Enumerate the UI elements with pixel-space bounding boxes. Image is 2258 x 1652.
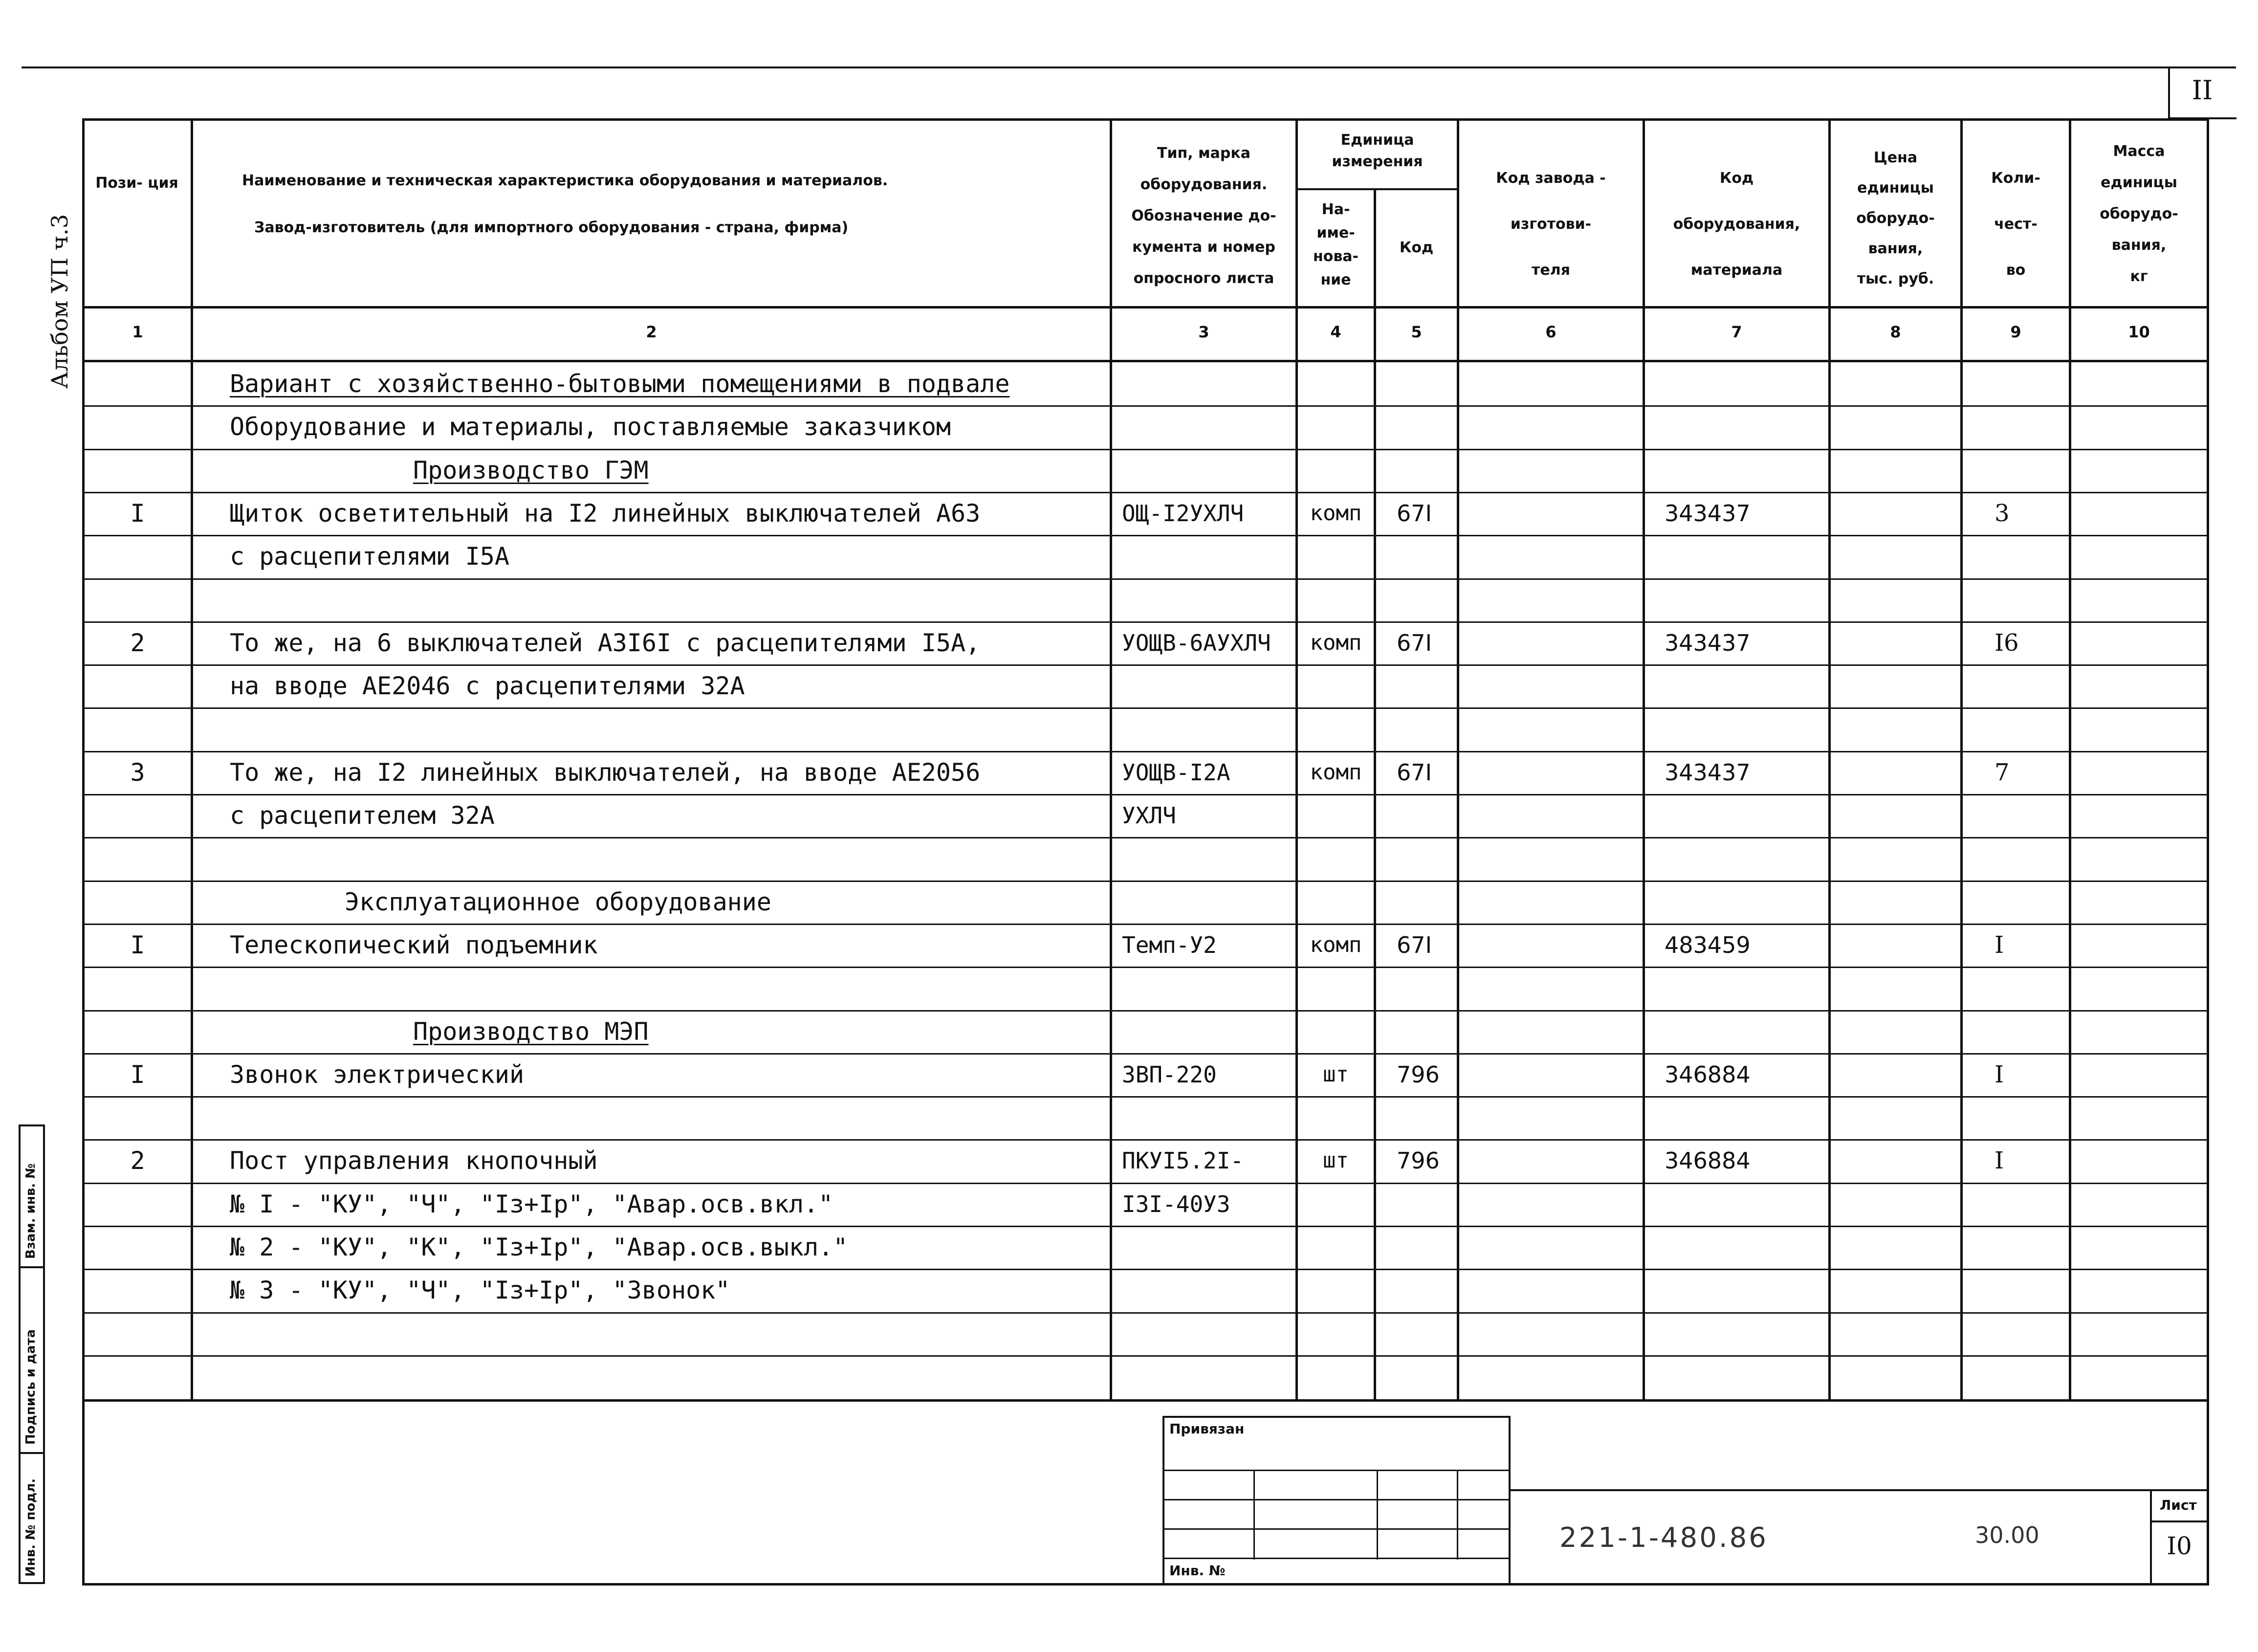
hdr-col6-line: Код завода -	[1496, 170, 1606, 187]
hdr-col10-line: оборудо-	[2100, 205, 2178, 222]
col-sep-1	[191, 118, 193, 1402]
hdr-col8-line: единицы	[1857, 179, 1934, 197]
frame-right-lower	[2207, 1399, 2209, 1585]
row-line	[85, 449, 2207, 450]
hdr-col8-line: оборудо-	[1856, 210, 1935, 227]
side-stamp-left	[19, 1124, 21, 1584]
row-type: ОЩ-I2УХЛЧ	[1122, 500, 1244, 527]
column-number: 10	[2128, 323, 2150, 341]
col-sep-5	[1457, 118, 1459, 1402]
header-col10	[2071, 136, 2207, 292]
privyazan-row1	[1162, 1470, 1511, 1471]
privyazan-label: Привязан	[1169, 1421, 1245, 1437]
row-position: 2	[130, 629, 145, 657]
corner-box-left	[2168, 68, 2170, 118]
hdr-col10-line: кг	[2130, 268, 2148, 285]
hdr-col9-line: чест-	[1994, 216, 2038, 233]
hdr-col7-line: оборудования,	[1673, 216, 1800, 233]
top-rule	[22, 66, 2236, 68]
row-quantity: 7	[1995, 759, 2010, 786]
hdr-col4-line: ние	[1320, 271, 1351, 288]
list-box-divider	[2150, 1520, 2209, 1522]
column-number: 3	[1198, 323, 1209, 341]
hdr-col10-line: единицы	[2101, 174, 2177, 191]
row-line	[85, 1269, 2207, 1270]
column-number: 7	[1731, 323, 1742, 341]
hdr-col8-line: тыс. руб.	[1857, 270, 1934, 287]
row-quantity: I	[1995, 931, 2004, 959]
row-name: Щиток осветительный на I2 линейных выключателей А63	[230, 499, 981, 528]
hdr-col7-line: Код	[1719, 170, 1754, 187]
privyazan-row4	[1162, 1558, 1511, 1559]
hdr-col6-line: теля	[1532, 262, 1570, 279]
row-type: I3I-40У3	[1122, 1191, 1230, 1217]
row-unit: комп	[1310, 501, 1362, 526]
row-position: I	[130, 931, 145, 959]
hdr-col7-line: материала	[1690, 262, 1783, 279]
row-line	[85, 881, 2207, 882]
row-name: № I - "КУ", "Ч", "Iз+Iр", "Авар.осв.вкл."	[230, 1190, 833, 1218]
row-type: УОЩВ-I2А	[1122, 759, 1230, 786]
hdr-col8-line: вания,	[1868, 240, 1923, 257]
row-name: с расцепителем 32А	[230, 801, 495, 830]
row-line	[85, 924, 2207, 925]
row-unit-code: 67I	[1397, 932, 1432, 958]
header-col9	[1963, 155, 2069, 293]
row-position: I	[130, 1060, 145, 1089]
row-unit: шт	[1323, 1148, 1349, 1173]
row-name: Оборудование и материалы, поставляемые заказчиком	[230, 413, 951, 441]
list-number: I0	[2167, 1532, 2192, 1560]
header-col4	[1298, 198, 1374, 292]
row-name: То же, на I2 линейных выключателей, на вводе АЕ2056	[230, 758, 981, 787]
header-col7	[1645, 155, 1828, 293]
hdr-col4-line: име-	[1316, 224, 1355, 242]
row-unit-code: 796	[1397, 1061, 1440, 1088]
side-inv-podl: Инв. № подл.	[23, 1478, 38, 1577]
table-top-border	[82, 118, 2209, 121]
row-quantity: I6	[1995, 629, 2019, 657]
row-unit-code: 67I	[1397, 759, 1432, 786]
sheet-corner-number: II	[2192, 75, 2213, 106]
row-equipment-code: 343437	[1665, 500, 1751, 527]
row-position: I	[130, 499, 145, 528]
header-col3	[1115, 138, 1293, 294]
row-line	[85, 1355, 2207, 1357]
hdr-col4-line: нова-	[1313, 248, 1359, 265]
row-name: № 3 - "КУ", "Ч", "Iз+Iр", "Звонок"	[230, 1276, 730, 1304]
row-unit-code: 67I	[1397, 630, 1432, 656]
row-name: Телескопический подъемник	[230, 931, 598, 959]
row-type: Темп-У2	[1122, 932, 1217, 958]
album-label: Альбом УП ч.3	[46, 214, 73, 389]
header-col1: Пози- ция	[95, 175, 178, 192]
header-col6	[1459, 155, 1643, 293]
privyazan-top	[1162, 1416, 1511, 1418]
row-quantity: 3	[1995, 500, 2010, 527]
colnum-row-bottom	[82, 360, 2209, 362]
side-stamp-top	[19, 1124, 45, 1126]
column-number: 5	[1411, 323, 1422, 341]
hdr-col9-line: Коли-	[1991, 170, 2040, 187]
row-type: УХЛЧ	[1122, 802, 1176, 829]
hdr-col8-line: Цена	[1873, 149, 1918, 166]
inv-no-label: Инв. №	[1169, 1563, 1226, 1579]
row-quantity: I	[1995, 1061, 2004, 1088]
hdr-col9-line: во	[2006, 262, 2026, 279]
column-number: 2	[646, 323, 657, 341]
row-quantity: I	[1995, 1147, 2004, 1174]
row-line	[85, 837, 2207, 838]
header-col2-line2: Завод-изготовитель (для импортного оборудования - страна, фирма)	[254, 219, 849, 236]
row-equipment-code: 346884	[1665, 1147, 1751, 1174]
header-col8	[1831, 143, 1960, 294]
row-name: Производство МЭП	[413, 1017, 649, 1046]
row-position: 2	[130, 1146, 145, 1175]
header-bottom-line	[82, 306, 2209, 308]
row-equipment-code: 346884	[1665, 1061, 1751, 1088]
row-equipment-code: 483459	[1665, 932, 1751, 958]
privyazan-row3	[1162, 1528, 1511, 1530]
table-bottom-border	[82, 1399, 2209, 1402]
row-line	[85, 492, 2207, 493]
side-stamp-sep1	[19, 1266, 45, 1268]
row-unit: шт	[1323, 1062, 1349, 1087]
row-line	[85, 1183, 2207, 1184]
row-line	[85, 794, 2207, 795]
column-number: 9	[2010, 323, 2021, 341]
column-number: 1	[132, 323, 143, 341]
row-line	[85, 1096, 2207, 1098]
row-unit-code: 796	[1397, 1147, 1440, 1174]
row-line	[85, 751, 2207, 752]
row-position: 3	[130, 758, 145, 787]
row-name: Пост управления кнопочный	[230, 1146, 598, 1175]
column-number: 6	[1545, 323, 1556, 341]
col-sep-9	[2069, 118, 2071, 1402]
row-line	[85, 1312, 2207, 1314]
row-unit: комп	[1310, 932, 1362, 957]
side-vzam-inv: Взам. инв. №	[23, 1163, 38, 1259]
row-unit-code: 67I	[1397, 500, 1432, 527]
row-line	[85, 405, 2207, 407]
row-equipment-code: 343437	[1665, 759, 1751, 786]
row-line	[85, 535, 2207, 536]
row-line	[85, 1226, 2207, 1227]
row-type: ПКУI5.2I-	[1122, 1147, 1244, 1174]
header-col5: Код	[1399, 239, 1434, 256]
row-name: Эксплуатационное оборудование	[345, 888, 771, 916]
row-line	[85, 1053, 2207, 1055]
hdr-col6-line: изготови-	[1510, 216, 1592, 233]
privyazan-row2	[1162, 1499, 1511, 1500]
doc-strip-top	[1511, 1489, 2209, 1491]
row-unit: комп	[1310, 760, 1362, 785]
hdr-col4-line: На-	[1321, 201, 1350, 218]
frame-bottom	[82, 1583, 2209, 1586]
column-number: 4	[1330, 323, 1341, 341]
column-number: 8	[1890, 323, 1901, 341]
privyazan-col3	[1457, 1470, 1458, 1560]
row-line	[85, 967, 2207, 968]
row-name: на вводе АЕ2046 с расцепителями 32А	[230, 672, 745, 700]
row-type: УОЩВ-6АУХЛЧ	[1122, 630, 1271, 656]
row-name: Звонок электрический	[230, 1060, 525, 1089]
side-stamp-inner	[43, 1124, 45, 1584]
header-col45-group: Единица измерения	[1332, 132, 1423, 170]
side-stamp-sep2	[19, 1452, 45, 1454]
frame-left-lower	[82, 1399, 85, 1585]
row-name: с расцепителями I5А	[230, 542, 509, 571]
header-col2-line1: Наименование и техническая характеристика оборудования и материалов.	[242, 172, 888, 189]
hdr-col3-line: оборудования.	[1140, 176, 1268, 193]
hdr-col10-line: Масса	[2113, 143, 2165, 160]
row-line	[85, 707, 2207, 709]
hdr-col3-line: Тип, марка	[1157, 145, 1250, 162]
row-line	[85, 664, 2207, 666]
row-equipment-code: 343437	[1665, 630, 1751, 656]
row-name: Вариант с хозяйственно-бытовыми помещениями в подвале	[230, 370, 1010, 398]
side-podpis-data: Подпись и дата	[23, 1329, 38, 1445]
list-label: Лист	[2160, 1497, 2197, 1513]
row-line	[85, 578, 2207, 580]
row-line	[85, 621, 2207, 623]
row-name: Производство ГЭМ	[413, 456, 649, 485]
table-right-border	[2207, 118, 2209, 1402]
hdr-col10-line: вания,	[2111, 237, 2167, 254]
sheet-part: 30.00	[1975, 1522, 2039, 1548]
hdr-col3-line: Обозначение до-	[1131, 207, 1276, 224]
col-sep-7	[1828, 118, 1831, 1402]
row-line	[85, 1139, 2207, 1141]
unit-group-subline	[1295, 188, 1459, 190]
row-line	[85, 1010, 2207, 1012]
row-unit: комп	[1310, 630, 1362, 655]
row-name: То же, на 6 выключателей А3I6I с расцепителями I5А,	[230, 629, 981, 657]
row-type: ЗВП-220	[1122, 1061, 1217, 1088]
row-name: № 2 - "КУ", "К", "Iз+Iр", "Авар.осв.выкл."	[230, 1233, 848, 1261]
hdr-col3-line: кумента и номер	[1132, 239, 1275, 256]
hdr-col3-line: опросного листа	[1133, 270, 1274, 287]
side-stamp-bottom	[19, 1582, 45, 1584]
doc-code: 221-1-480.86	[1559, 1522, 1768, 1554]
privyazan-col1	[1253, 1470, 1255, 1560]
privyazan-col2	[1377, 1470, 1378, 1560]
